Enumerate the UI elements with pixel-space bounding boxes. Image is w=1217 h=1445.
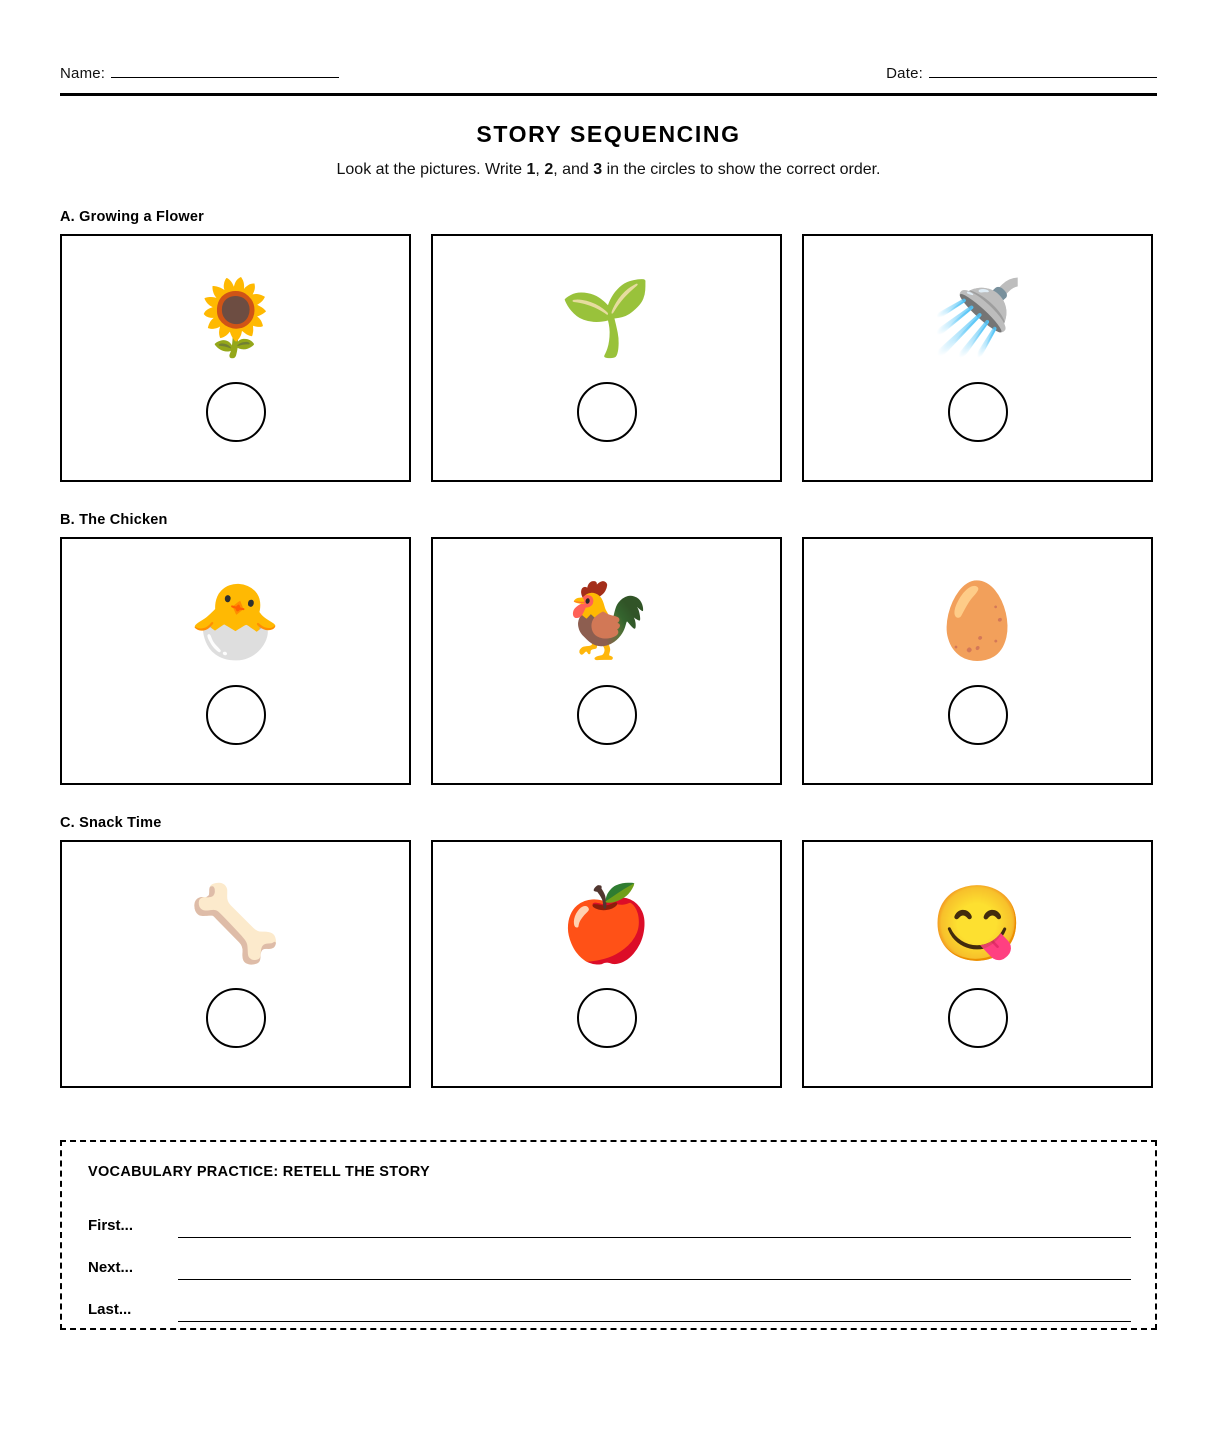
face-savoring-food-icon: 😋 — [931, 882, 1024, 965]
egg-icon: 🥚 — [931, 579, 1024, 662]
picture-card[interactable] — [802, 537, 1153, 785]
prompt-label-last: Last... — [88, 1301, 132, 1318]
instructions-number-3: 3 — [593, 161, 603, 178]
section-c-label: C. Snack Time — [60, 815, 162, 831]
header-divider — [60, 93, 1157, 96]
instructions-number-2: 2 — [544, 161, 554, 178]
picture-card[interactable] — [60, 234, 411, 482]
instructions-sep-1: , — [535, 161, 545, 178]
instructions-part-2: in the circles to show the correct order. — [602, 161, 881, 178]
date-field-group — [886, 63, 1157, 82]
vocabulary-prompt-row — [88, 1196, 1133, 1238]
vocabulary-practice-title: VOCABULARY PRACTICE: RETELL THE STORY — [88, 1164, 430, 1180]
answer-circle[interactable] — [206, 382, 266, 442]
seedling-icon: 🌱 — [560, 276, 653, 359]
answer-circle[interactable] — [577, 685, 637, 745]
section-a-card-row — [60, 234, 1157, 482]
answer-circle[interactable] — [206, 685, 266, 745]
prompt-input-line-next[interactable] — [178, 1278, 1131, 1280]
instructions-sep-2: , and — [553, 161, 594, 178]
picture-card[interactable] — [60, 840, 411, 1088]
section-a — [60, 209, 1157, 482]
name-label: Name: — [60, 65, 106, 82]
prompt-label-next: Next... — [88, 1259, 134, 1276]
shower-head-icon: 🚿 — [931, 276, 1024, 359]
picture-card[interactable] — [802, 840, 1153, 1088]
answer-circle[interactable] — [948, 382, 1008, 442]
name-field-group — [60, 63, 339, 82]
picture-card[interactable] — [431, 840, 782, 1088]
section-c — [60, 815, 1157, 1088]
vocabulary-prompt-row — [88, 1238, 1133, 1280]
page-title: STORY SEQUENCING — [476, 121, 741, 147]
instructions — [60, 161, 1157, 179]
prompt-label-first: First... — [88, 1217, 134, 1234]
sunflower-icon: 🌻 — [189, 276, 282, 359]
name-input-line[interactable] — [111, 63, 339, 78]
answer-circle[interactable] — [948, 685, 1008, 745]
picture-card[interactable] — [60, 537, 411, 785]
section-b-card-row — [60, 537, 1157, 785]
hatching-chick-icon: 🐣 — [189, 579, 282, 662]
answer-circle[interactable] — [577, 988, 637, 1048]
prompt-input-line-first[interactable] — [178, 1236, 1131, 1238]
red-apple-icon: 🍎 — [560, 882, 653, 965]
answer-circle[interactable] — [206, 988, 266, 1048]
answer-circle[interactable] — [577, 382, 637, 442]
instructions-part-1: Look at the pictures. Write — [336, 161, 527, 178]
section-a-label: A. Growing a Flower — [60, 209, 204, 225]
prompt-input-line-last[interactable] — [178, 1320, 1131, 1322]
date-label: Date: — [886, 65, 923, 82]
picture-card[interactable] — [802, 234, 1153, 482]
picture-card[interactable] — [431, 537, 782, 785]
vocabulary-practice-box — [60, 1140, 1157, 1330]
answer-circle[interactable] — [948, 988, 1008, 1048]
rooster-icon: 🐓 — [560, 579, 653, 662]
section-b-label: B. The Chicken — [60, 512, 168, 528]
picture-card[interactable] — [431, 234, 782, 482]
vocabulary-prompt-row — [88, 1280, 1133, 1322]
instructions-number-1: 1 — [526, 161, 536, 178]
date-input-line[interactable] — [929, 63, 1157, 78]
student-info-row — [60, 0, 1157, 82]
bone-icon: 🦴 — [189, 882, 282, 965]
section-c-card-row — [60, 840, 1157, 1088]
section-b — [60, 512, 1157, 785]
